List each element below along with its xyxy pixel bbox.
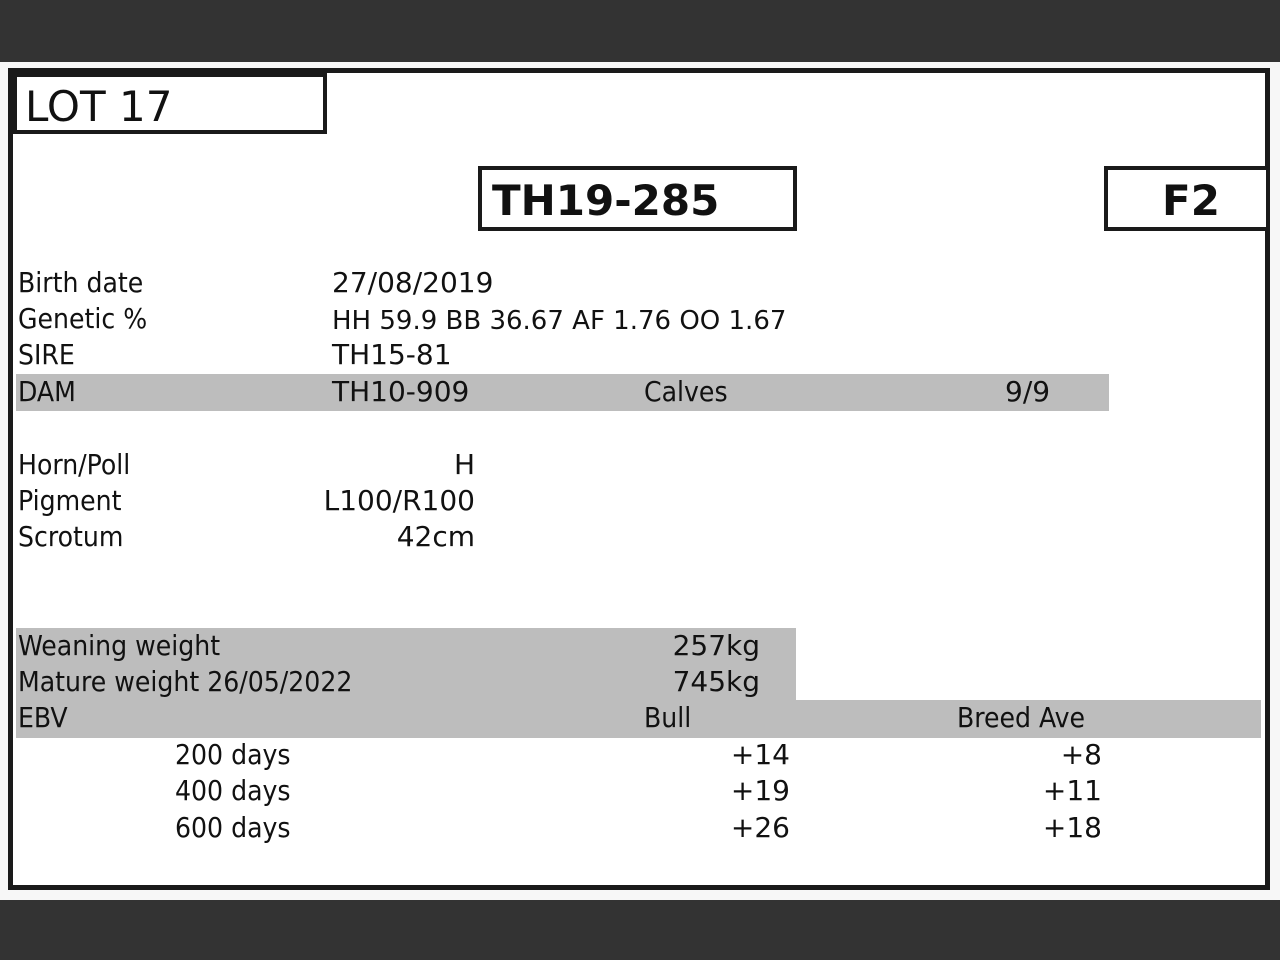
ebv-row-bull: +26 xyxy=(730,811,790,844)
ebv-row-period: 600 days xyxy=(175,811,291,844)
ebv-row-breed: +11 xyxy=(1042,774,1102,807)
ebv-bull-header: Bull xyxy=(644,701,692,734)
horn-poll-value: H xyxy=(453,448,475,481)
dam-row-shade xyxy=(16,374,1109,411)
sire-label: SIRE xyxy=(18,338,75,371)
dam-value: TH10-909 xyxy=(332,375,470,408)
sire-value: TH15-81 xyxy=(332,338,452,371)
scrotum-label: Scrotum xyxy=(18,520,124,553)
ebv-row-breed: +8 xyxy=(1060,738,1102,771)
weaning-weight-value: 257kg xyxy=(672,629,760,662)
dam-label: DAM xyxy=(18,375,76,408)
birth-date-label: Birth date xyxy=(18,266,144,299)
weaning-weight-label: Weaning weight xyxy=(18,629,221,662)
calves-value: 9/9 xyxy=(1005,375,1051,408)
mature-weight-label: Mature weight 26/05/2022 xyxy=(18,665,353,698)
pigment-label: Pigment xyxy=(18,484,122,517)
lot-number-box xyxy=(13,73,327,134)
top-frame-band xyxy=(0,0,1280,62)
grade-box xyxy=(1104,166,1266,231)
genetic-label: Genetic % xyxy=(18,302,148,335)
ebv-row-bull: +19 xyxy=(730,774,790,807)
birth-date-value: 27/08/2019 xyxy=(332,266,494,299)
ebv-breed-ave-header: Breed Ave xyxy=(957,701,1086,734)
ebv-row-breed: +18 xyxy=(1042,811,1102,844)
calves-label: Calves xyxy=(644,375,728,408)
ebv-label: EBV xyxy=(18,701,68,734)
grade: F2 xyxy=(1162,176,1220,225)
tag-id-box xyxy=(478,166,797,231)
genetic-value: HH 59.9 BB 36.67 AF 1.76 OO 1.67 xyxy=(332,306,787,336)
ebv-row-bull: +14 xyxy=(730,738,790,771)
mature-weight-value: 745kg xyxy=(672,665,760,698)
ebv-row-period: 400 days xyxy=(175,774,291,807)
pigment-value: L100/R100 xyxy=(323,484,475,517)
horn-poll-label: Horn/Poll xyxy=(18,448,131,481)
lot-number: LOT 17 xyxy=(25,82,173,131)
tag-id: TH19-285 xyxy=(492,176,720,225)
bottom-frame-band xyxy=(0,900,1280,960)
ebv-row-period: 200 days xyxy=(175,738,291,771)
scrotum-value: 42cm xyxy=(396,520,475,553)
